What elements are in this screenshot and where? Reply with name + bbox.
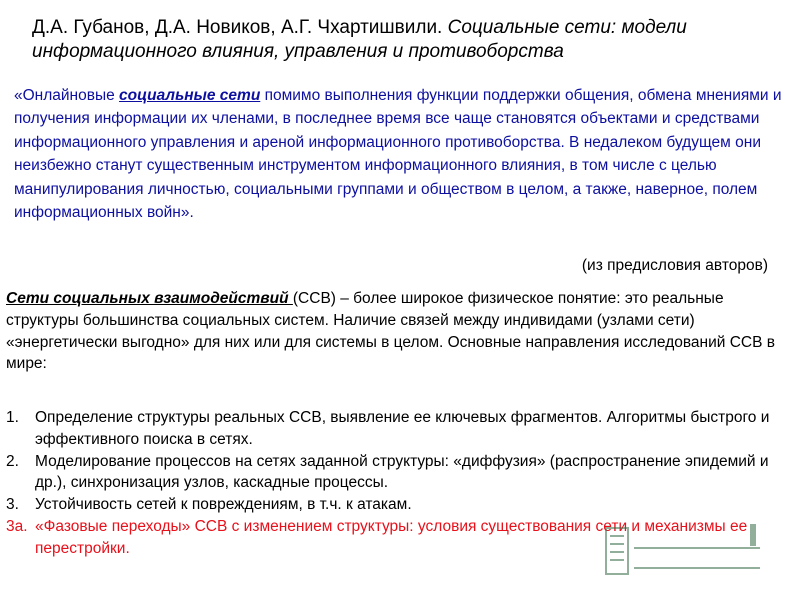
title-book: Социальные сети: модели информационного влияния, управления и противоборства <box>32 17 687 62</box>
list-item-number: 3. <box>6 496 19 514</box>
quote-highlight-link[interactable]: социальные сети <box>119 87 261 104</box>
list-item <box>6 451 796 495</box>
quote-attribution: (из предисловия авторов) <box>581 257 768 274</box>
page-title <box>32 16 782 64</box>
quote-text-start: «Онлайновые <box>14 87 120 104</box>
list-item <box>6 407 796 451</box>
title-authors: Д.А. Губанов, Д.А. Новиков, А.Г. Чхартишвили. <box>32 17 443 38</box>
list-item <box>6 494 796 516</box>
definition-text: (ССВ) – более широкое физическое понятие: это реальные структуры большинства социальных систем. Наличие связей между индивидами (узлами сети) «энергетически выгодно» для них или для системы в целом. Основные направления исследований ССВ в мире: <box>6 290 775 373</box>
list-item-number: 2. <box>6 452 19 470</box>
quote-text-rest: помимо выполнения функции поддержки общения, обмена мнениями и получения информации их членами, в последнее время все чаще становятся объектами и средствами информационного управления и ареной информационного противоборства. В недалеком будущем они неизбежно станут существенным инструментом информационного влияния, в том числе с целью манипулирования личностью, социальными группами и обществом в целом, а также, наверное, полем информационных войн». <box>14 87 782 222</box>
definition-term: Сети социальных взаимодействий <box>6 290 293 307</box>
list-item-text: «Фазовые переходы» ССВ с изменением структуры: условия существования сети и механизмы ее перестройки. <box>35 517 748 557</box>
list-item-number: 3а. <box>6 517 28 535</box>
list-item-text: Определение структуры реальных ССВ, выявление ее ключевых фрагментов. Алгоритмы быстрого и эффективного поиска в сетях. <box>35 409 770 448</box>
document-logo-watermark-icon <box>600 518 768 582</box>
list-item-number: 1. <box>6 409 19 426</box>
preface-quote <box>14 84 784 224</box>
list-item-text: Устойчивость сетей к повреждениям, в т.ч. к атакам. <box>35 496 412 514</box>
definition-paragraph <box>6 288 796 375</box>
list-item-text: Моделирование процессов на сетях заданной структуры: «диффузия» (распространение эпидемий и др.), синхронизация узлов, каскадные процессы. <box>35 452 769 492</box>
